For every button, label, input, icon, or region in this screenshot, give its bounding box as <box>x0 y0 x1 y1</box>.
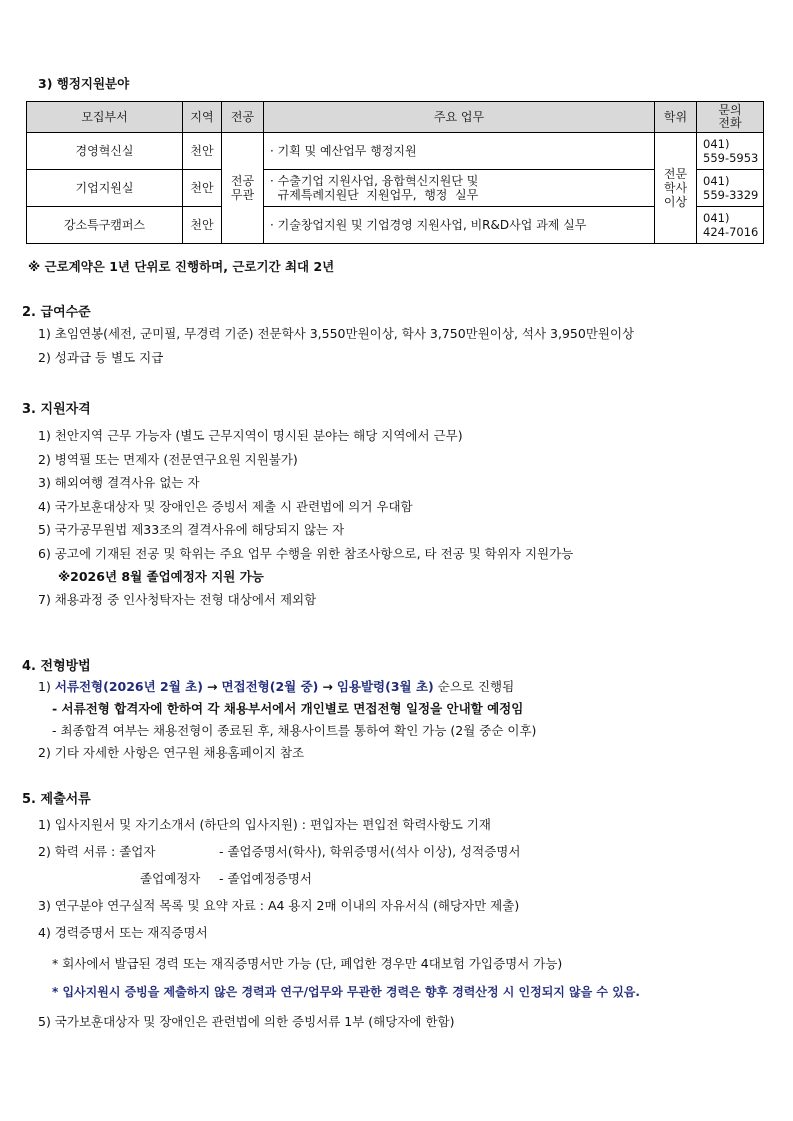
major-line-2: 무관 <box>230 188 255 202</box>
table-row <box>27 133 764 170</box>
qualification-item: 6) 공고에 기재된 전공 및 학위는 주요 업무 수행을 위한 참조사항으로, 타 전공 및 학위자 지원가능 <box>38 546 574 561</box>
header-duty: 주요 업무 <box>264 102 655 133</box>
qualification-item: 2) 병역필 또는 면제자 (전문연구요원 지원불가) <box>38 452 298 467</box>
selection-item: 2) 기타 자세한 사항은 연구원 채용홈페이지 참조 <box>38 745 305 760</box>
arrow-icon: → <box>206 679 218 694</box>
recruitment-table <box>26 101 764 244</box>
qualification-item: 4) 국가보훈대상자 및 장애인은 증빙서 제출 시 관련법에 의거 우대함 <box>38 499 413 514</box>
salary-item: 1) 초임연봉(세전, 군미필, 무경력 기준) 전문학사 3,550만원이상, 학사 3,750만원이상, 석사 3,950만원이상 <box>38 326 635 341</box>
header-dept: 모집부서 <box>27 102 183 133</box>
qualification-item: 1) 천안지역 근무 가능자 (별도 근무지역이 명시된 분야는 해당 지역에서 근무) <box>38 428 463 443</box>
document-item: 3) 연구분야 연구실적 목록 및 요약 자료 : A4 용지 2매 이내의 자유서식 (해당자만 제출) <box>38 898 520 913</box>
cell-duty: · 기획 및 예산업무 행정지원 <box>264 133 655 170</box>
document-item: 4) 경력증명서 또는 재직증명서 <box>38 925 208 940</box>
degree-line-2: 학사 <box>663 181 688 195</box>
major-line-1: 전공 <box>230 174 255 188</box>
header-phone: 문의 전화 <box>697 102 764 133</box>
selection-bullet: - 서류전형 합격자에 한하여 각 채용부서에서 개인별로 면접전형 일정을 안내할 예정임 <box>52 701 524 716</box>
selection-num: 1) <box>38 679 51 694</box>
graduate-2026-note: ※2026년 8월 졸업예정자 지원 가능 <box>58 569 264 584</box>
document-item: 졸업예정자 <box>140 871 201 886</box>
degree-line-1: 전문 <box>663 167 688 181</box>
contract-note: ※ 근로계약은 1년 단위로 진행하며, 근로기간 최대 2년 <box>28 259 335 274</box>
phone-line-1: 041) <box>703 137 730 151</box>
cell-region: 천안 <box>183 170 222 207</box>
cell-dept: 강소특구캠퍼스 <box>27 207 183 244</box>
qualification-item: 5) 국가공무원법 제33조의 결격사유에 해당되지 않는 자 <box>38 522 345 537</box>
step-interview: 면접전형(2월 중) <box>221 679 319 694</box>
section-title-documents: 5. 제출서류 <box>22 792 91 807</box>
phone-line-2: 424-7016 <box>703 225 759 239</box>
cell-phone <box>697 133 764 170</box>
document-note-emphasis: * 입사지원시 증빙을 제출하지 않은 경력과 연구/업무와 무관한 경력은 향후 경력산정 시 인정되지 않을 수 있음. <box>52 985 640 999</box>
salary-item: 2) 성과급 등 별도 지급 <box>38 350 164 365</box>
selection-steps <box>38 677 514 695</box>
phone-line-1: 041) <box>703 174 730 188</box>
document-item: 2) 학력 서류 : 졸업자 <box>38 844 156 859</box>
document-item-value: - 졸업증명서(학사), 학위증명서(석사 이상), 성적증명서 <box>219 844 521 859</box>
document-item: 1) 입사지원서 및 자기소개서 (하단의 입사지원) : 편입자는 편입전 학력사항도 기재 <box>38 817 491 832</box>
cell-phone <box>697 207 764 244</box>
cell-dept: 경영혁신실 <box>27 133 183 170</box>
document-item: 5) 국가보훈대상자 및 장애인은 관련법에 의한 증빙서류 1부 (해당자에 한함) <box>38 1014 455 1029</box>
cell-major <box>222 133 264 244</box>
step-document: 서류전형(2026년 2월 초) <box>54 679 203 694</box>
section-title-admin: 3) 행정지원분야 <box>38 76 130 91</box>
header-degree: 학위 <box>655 102 697 133</box>
qualification-item: 7) 채용과정 중 인사청탁자는 전형 대상에서 제외함 <box>38 592 317 607</box>
cell-region: 천안 <box>183 133 222 170</box>
phone-line-1: 041) <box>703 211 730 225</box>
qualification-item: 3) 해외여행 결격사유 없는 자 <box>38 475 200 490</box>
table-header-row <box>27 102 764 133</box>
table-row <box>27 207 764 244</box>
arrow-icon: → <box>322 679 333 694</box>
cell-duty: · 기술창업지원 및 기업경영 지원사업, 비R&D사업 과제 실무 <box>264 207 655 244</box>
selection-bullet: - 최종합격 여부는 채용전형이 종료된 후, 채용사이트를 통하여 확인 가능 (2월 중순 이후) <box>52 723 537 738</box>
cell-phone <box>697 170 764 207</box>
header-region: 지역 <box>183 102 222 133</box>
cell-duty <box>264 170 655 207</box>
duty-line-2: 규제특례지원단 지원업무, 행정 실무 <box>270 188 479 202</box>
table-row <box>27 170 764 207</box>
section-title-selection: 4. 전형방법 <box>22 659 91 674</box>
step-appointment: 임용발령(3월 초) <box>336 679 434 694</box>
section-title-qualification: 3. 지원자격 <box>22 402 91 417</box>
cell-region: 천안 <box>183 207 222 244</box>
degree-line-3: 이상 <box>663 195 688 209</box>
cell-dept: 기업지원실 <box>27 170 183 207</box>
section-title-salary: 2. 급여수준 <box>22 305 91 320</box>
phone-line-2: 559-3329 <box>703 188 759 202</box>
cell-degree <box>655 133 697 244</box>
document-note: * 회사에서 발급된 경력 또는 재직증명서만 가능 (단, 폐업한 경우만 4대보험 가입증명서 가능) <box>52 956 563 971</box>
document-item-value: - 졸업예정증명서 <box>219 871 313 886</box>
step-suffix: 순으로 진행됨 <box>437 679 515 694</box>
header-major: 전공 <box>222 102 264 133</box>
phone-line-2: 559-5953 <box>703 151 759 165</box>
duty-line-1: · 수출기업 지원사업, 융합혁신지원단 및 <box>270 174 479 188</box>
